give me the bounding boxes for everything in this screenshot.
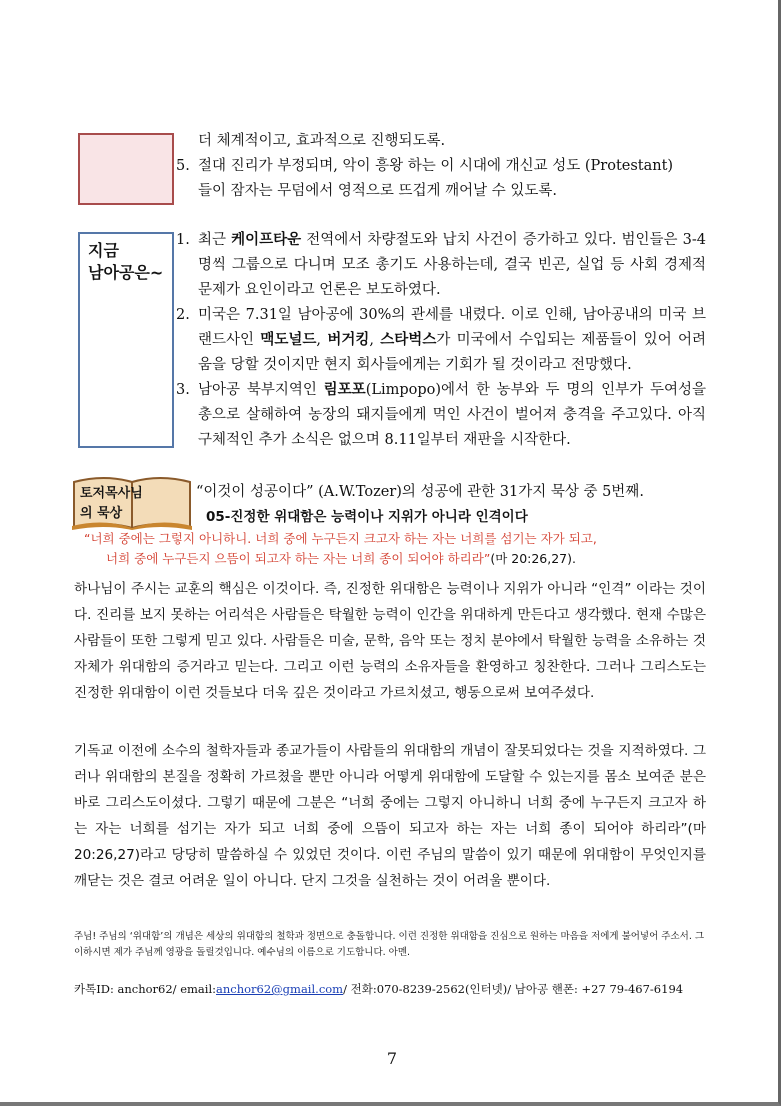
list-item xyxy=(176,154,706,179)
bold-place: 케이프타운 xyxy=(231,232,302,248)
bold-brand: 맥도널드 xyxy=(260,332,317,348)
prayer-text: 주님! 주님의 ‘위대함’의 개념은 세상의 위대함의 철학과 정면으로 충돌합니다. 이런 진정한 위대함을 진심으로 원하는 마음을 저에게 불어넣어 주소서. 그이하시면 제가 주님께 영광을 돌릴것입니다. 예수님의 이름으로 기도합니다. 아멘. xyxy=(74,931,705,958)
list-text: 절대 진리가 부정되며, 악이 흥왕 하는 이 시대에 개신교 성도 (Protestant) xyxy=(198,158,674,174)
news-sidebar-box xyxy=(78,232,174,448)
bold-place: 림포포 xyxy=(323,382,366,398)
news-text: 남아공 북부지역인 림포포(Limpopo)에서 한 농부와 두 명의 인부가 두여성을 총으로 살해하여 농장의 돼지들에게 먹인 사건이 벌어져 충격을 주고있다. 아직 구체적인 추가 소식은 없으며 8.11일부터 재판을 시작한다. xyxy=(198,382,706,448)
list-number: 5. xyxy=(176,158,190,174)
list-number: 1. xyxy=(176,232,190,248)
news-item xyxy=(176,303,706,378)
body-paragraph: 하나님이 주시는 교훈의 핵심은 이것이다. 즉, 진정한 위대함은 능력이나 지위가 아니라 “인격” 이라는 것이다. 진리를 보지 못하는 어리석은 사람들은 탁월한 능력이 인간을 위대하게 만든다고 생각했다. 현재 수많은 사람들이 또한 그렇게 믿고 있다. 사람들은 미술, 문학, 음악 또는 정치 분야에서 탁월한 능력을 소유하는 것 자체가 위대함의 증거라고 믿는다. 그리고 이런 능력의 소유자들을 환영하고 칭찬한다. 그러나 그리스도는 진정한 위대함이 이런 것들보다 더욱 깊은 것이라고 가르치셨고, 행동으로써 보여주셨다. xyxy=(74,581,706,701)
list-item-continuation: 더 체계적이고, 효과적으로 진행되도록. xyxy=(198,133,446,149)
prayer-list xyxy=(176,129,706,204)
list-item-continuation: 들이 잠자는 무덤에서 영적으로 뜨겁게 깨어날 수 있도록. xyxy=(198,183,558,199)
verse-reference: (마 20:26,27). xyxy=(490,551,576,566)
verse-line: “너희 중에는 그렇지 아니하니. 너희 중에 누구든지 크고자 하는 자는 너희를 섬기는 자가 되고, xyxy=(84,531,597,546)
news-text: 최근 케이프타운 전역에서 차량절도와 납치 사건이 증가하고 있다. 범인들은 3-4명씩 그룹으로 다니며 모조 총기도 사용하는데, 결국 빈곤, 실업 등 사회 경제적 문제가 요인이라고 언론은 보도하였다. xyxy=(198,232,707,298)
news-item xyxy=(176,228,706,303)
page-number: 7 xyxy=(386,1049,398,1068)
email-link[interactable]: anchor62@gmail.com xyxy=(216,982,344,996)
book-label: 토저목사님 의 묵상 xyxy=(80,486,143,521)
news-text: 미국은 7.31일 남아공에 30%의 관세를 내렸다. 이로 인해, 남아공내의 미국 브랜드사인 맥도널드, 버거킹, 스타벅스가 미국에서 수입되는 제품들이 있어 어려움을 당할 것이지만 현지 회사들에게는 기회가 될 것이라고 전망했다. xyxy=(198,307,707,373)
news-list xyxy=(176,228,706,453)
list-number: 2. xyxy=(176,307,190,323)
bold-brand: 스타벅스 xyxy=(380,332,437,348)
scripture-quote xyxy=(84,529,704,569)
verse-line: 너희 중에 누구든지 으뜸이 되고자 하는 자는 너희 종이 되어야 하리라”(마 20:26,27). xyxy=(106,551,576,566)
prayer-topic-box xyxy=(78,133,174,205)
news-sidebar-label: 지금 남아공은~ xyxy=(88,241,164,282)
news-item xyxy=(176,378,706,453)
body-paragraph: 기독교 이전에 소수의 철학자들과 종교가들이 사람들의 위대함의 개념이 잘못되었다는 것을 지적하였다. 그러나 위대함의 본질을 정확히 가르쳤을 뿐만 아니라 어떻게 위대함에 도달할 수 있는지를 몸소 보여준 분은 바로 그리스도이셨다. 그렇기 때문에 그분은 “너희 중에는 그렇지 아니하니 너희 중에 누구든지 크고자 하는 자는 너희를 섬기는 자가 되고 너희 중에 으뜸이 되고자 하는 자는 너희 종이 되어야 하리라”(마20:26,27)라고 당당히 말씀하실 수 있었던 것이다. 이런 주님의 말씀이 있기 때문에 위대함이 무엇인지를 깨닫는 것은 결코 어려운 일이 아니다. 단지 그것을 실천하는 것이 어려울 뿐이다. xyxy=(74,743,706,889)
meditation-title: “이것이 성공이다” (A.W.Tozer)의 성공에 관한 31가지 묵상 중 5번째. xyxy=(196,484,644,500)
list-number: 3. xyxy=(176,382,190,398)
meditation-subtitle: 05-진정한 위대함은 능력이나 지위가 아니라 인격이다 xyxy=(206,509,528,525)
bold-brand: 버거킹 xyxy=(327,332,370,348)
contact-line: 카톡ID: anchor62/ email:anchor62@gmail.com/ 전화:070-8239-2562(인터넷)/ 남아공 핸폰: +27 79-467-6194 xyxy=(74,982,684,996)
